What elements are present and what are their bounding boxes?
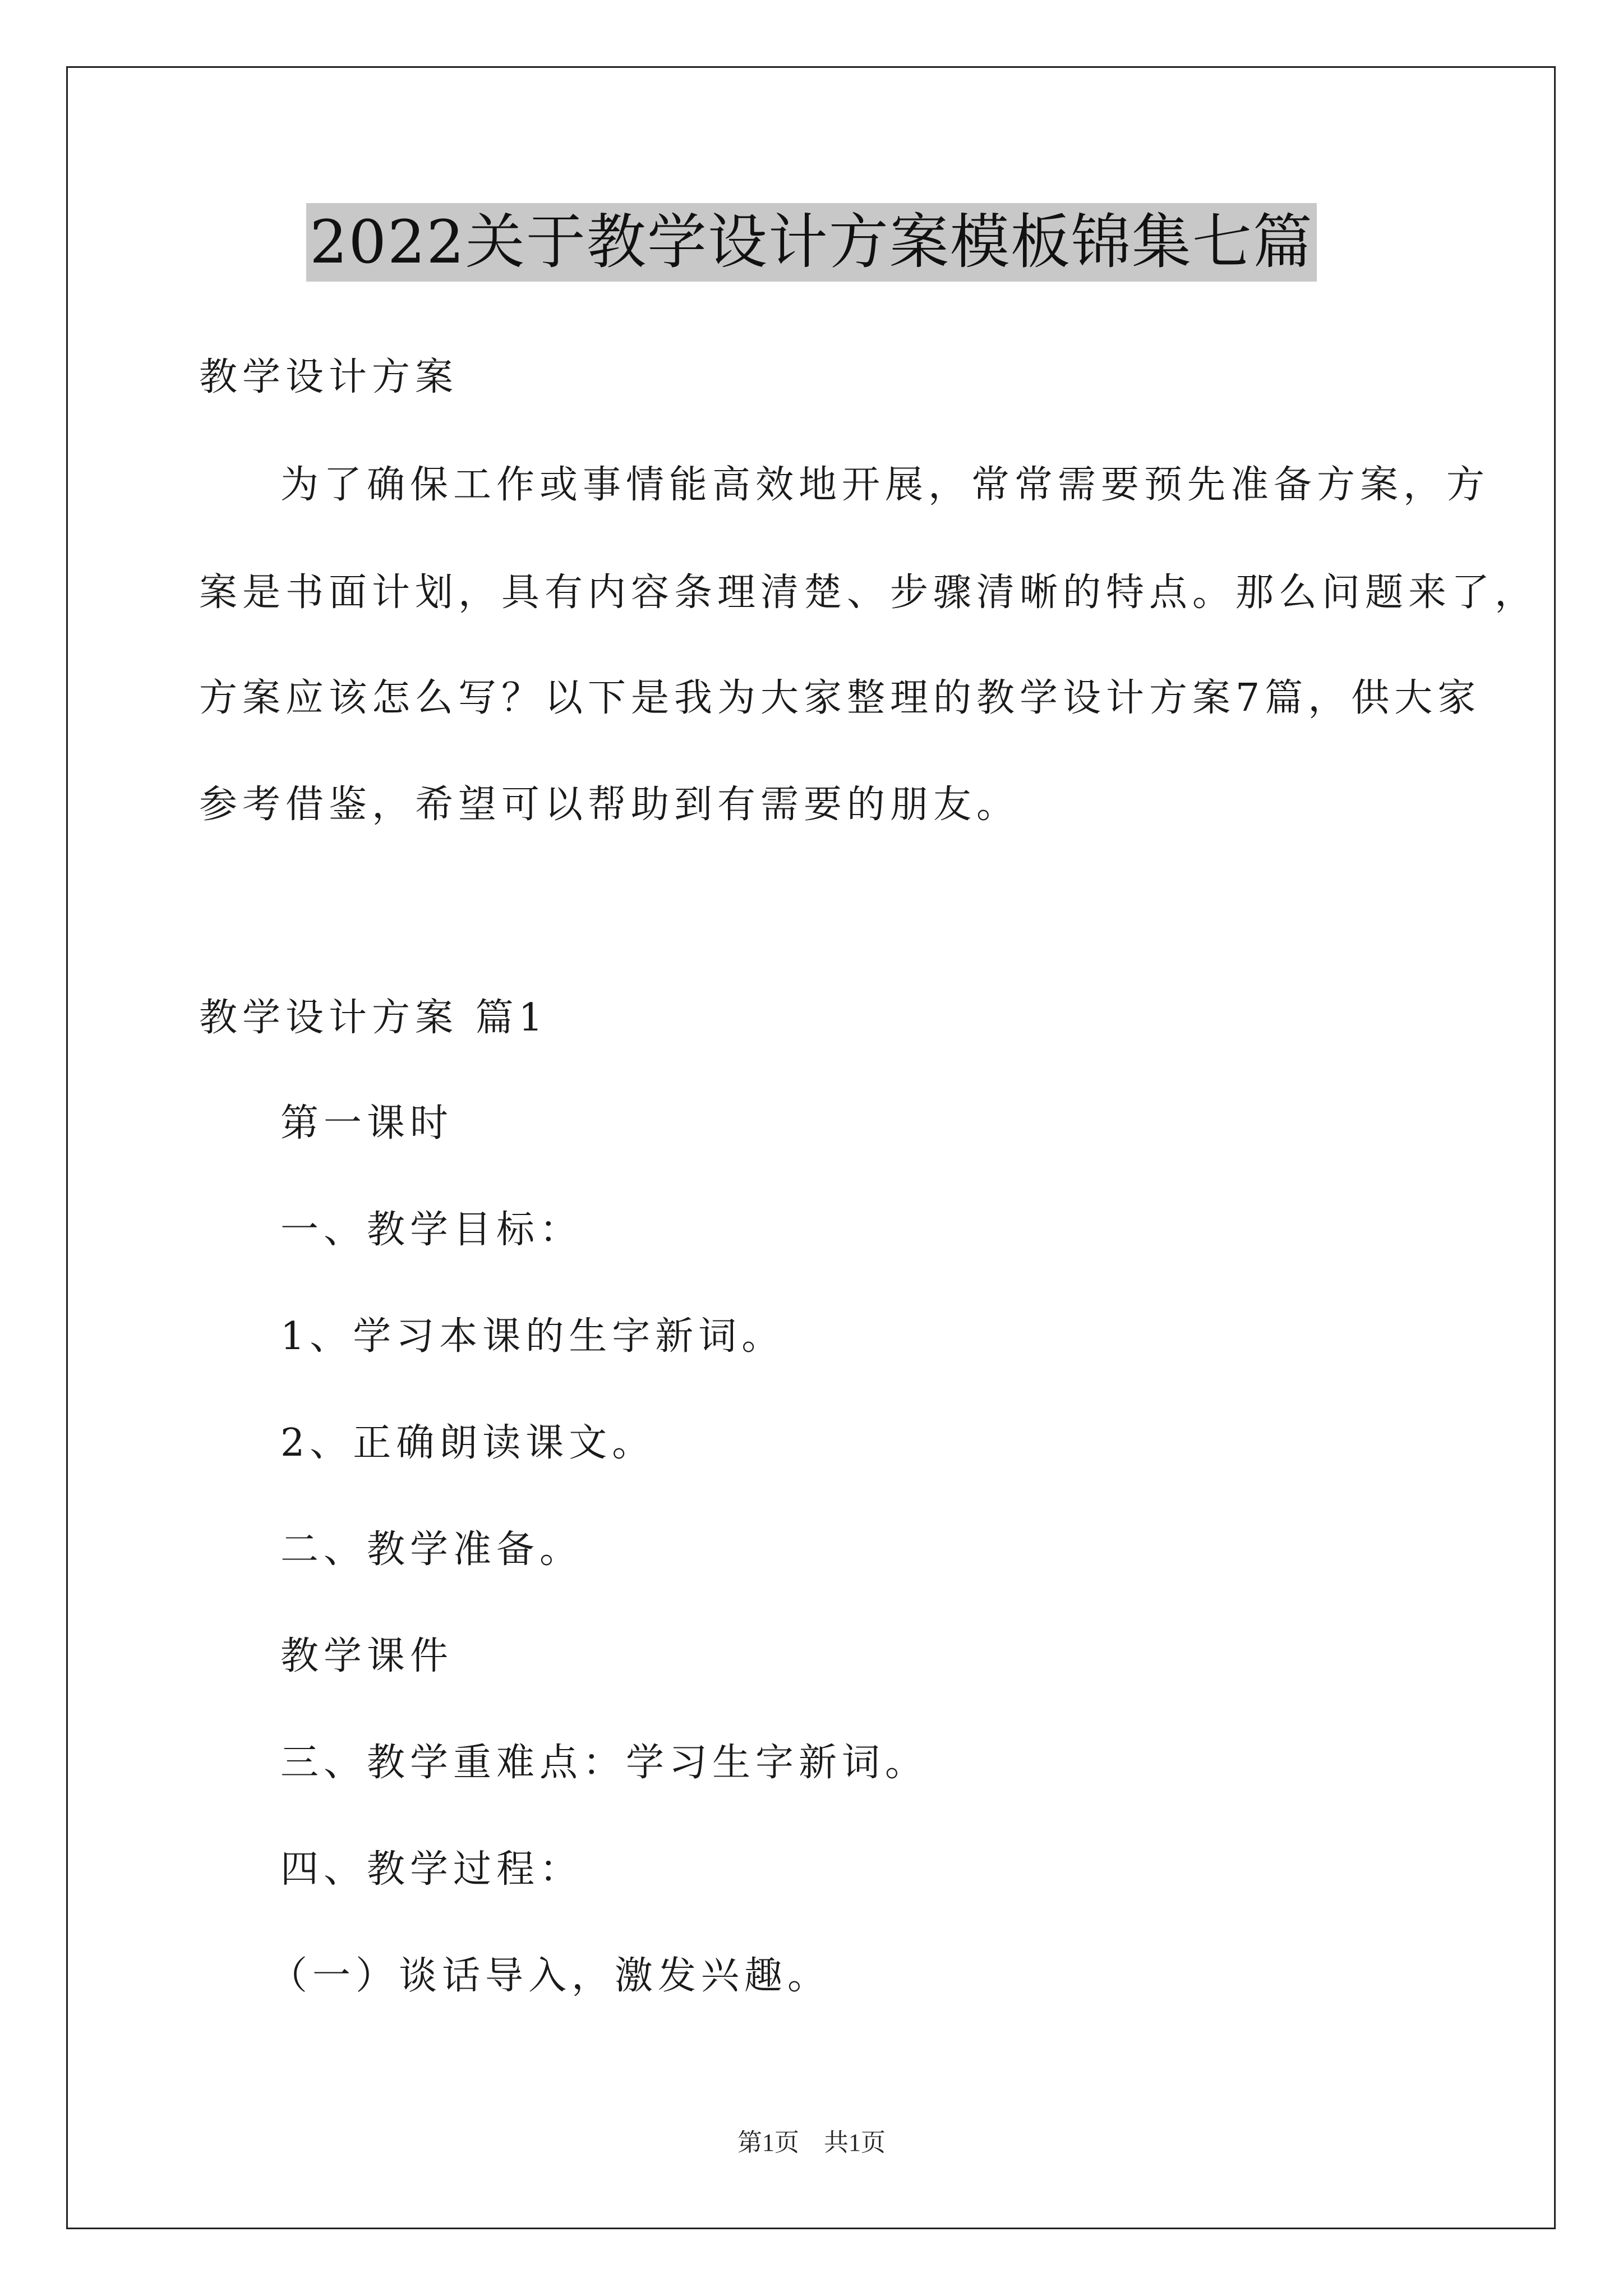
section-line: 第一课时 <box>280 1101 454 1145</box>
section-line: 四、教学过程： <box>280 1847 583 1892</box>
title-container <box>0 203 1623 282</box>
section-line: 1、学习本课的生字新词。 <box>280 1314 785 1359</box>
intro-paragraph-line: 为了确保工作或事情能高效地开展，常常需要预先准备方案，方 <box>280 463 1490 507</box>
document-title: 2022关于教学设计方案模板锦集七篇 <box>306 203 1317 282</box>
section-line: 2、正确朗读课文。 <box>280 1421 656 1465</box>
intro-paragraph-line: 方案应该怎么写？以下是我为大家整理的教学设计方案7篇，供大家 <box>199 676 1481 720</box>
section-line: 一、教学目标： <box>280 1208 583 1252</box>
intro-paragraph-line: 案是书面计划，具有内容条理清楚、步骤清晰的特点。那么问题来了， <box>199 570 1538 615</box>
intro-paragraph-line: 参考借鉴，希望可以帮助到有需要的朋友。 <box>199 783 1020 827</box>
section-line: 教学课件 <box>280 1634 454 1678</box>
section-line: （一）谈话导入，激发兴趣。 <box>269 1954 831 1998</box>
intro-heading: 教学设计方案 <box>199 355 459 399</box>
page-footer: 第1页 共1页 <box>737 2129 886 2156</box>
section-heading: 教学设计方案 篇1 <box>199 996 548 1040</box>
section-line: 二、教学准备。 <box>280 1527 583 1572</box>
section-line: 三、教学重难点：学习生字新词。 <box>280 1741 929 1785</box>
